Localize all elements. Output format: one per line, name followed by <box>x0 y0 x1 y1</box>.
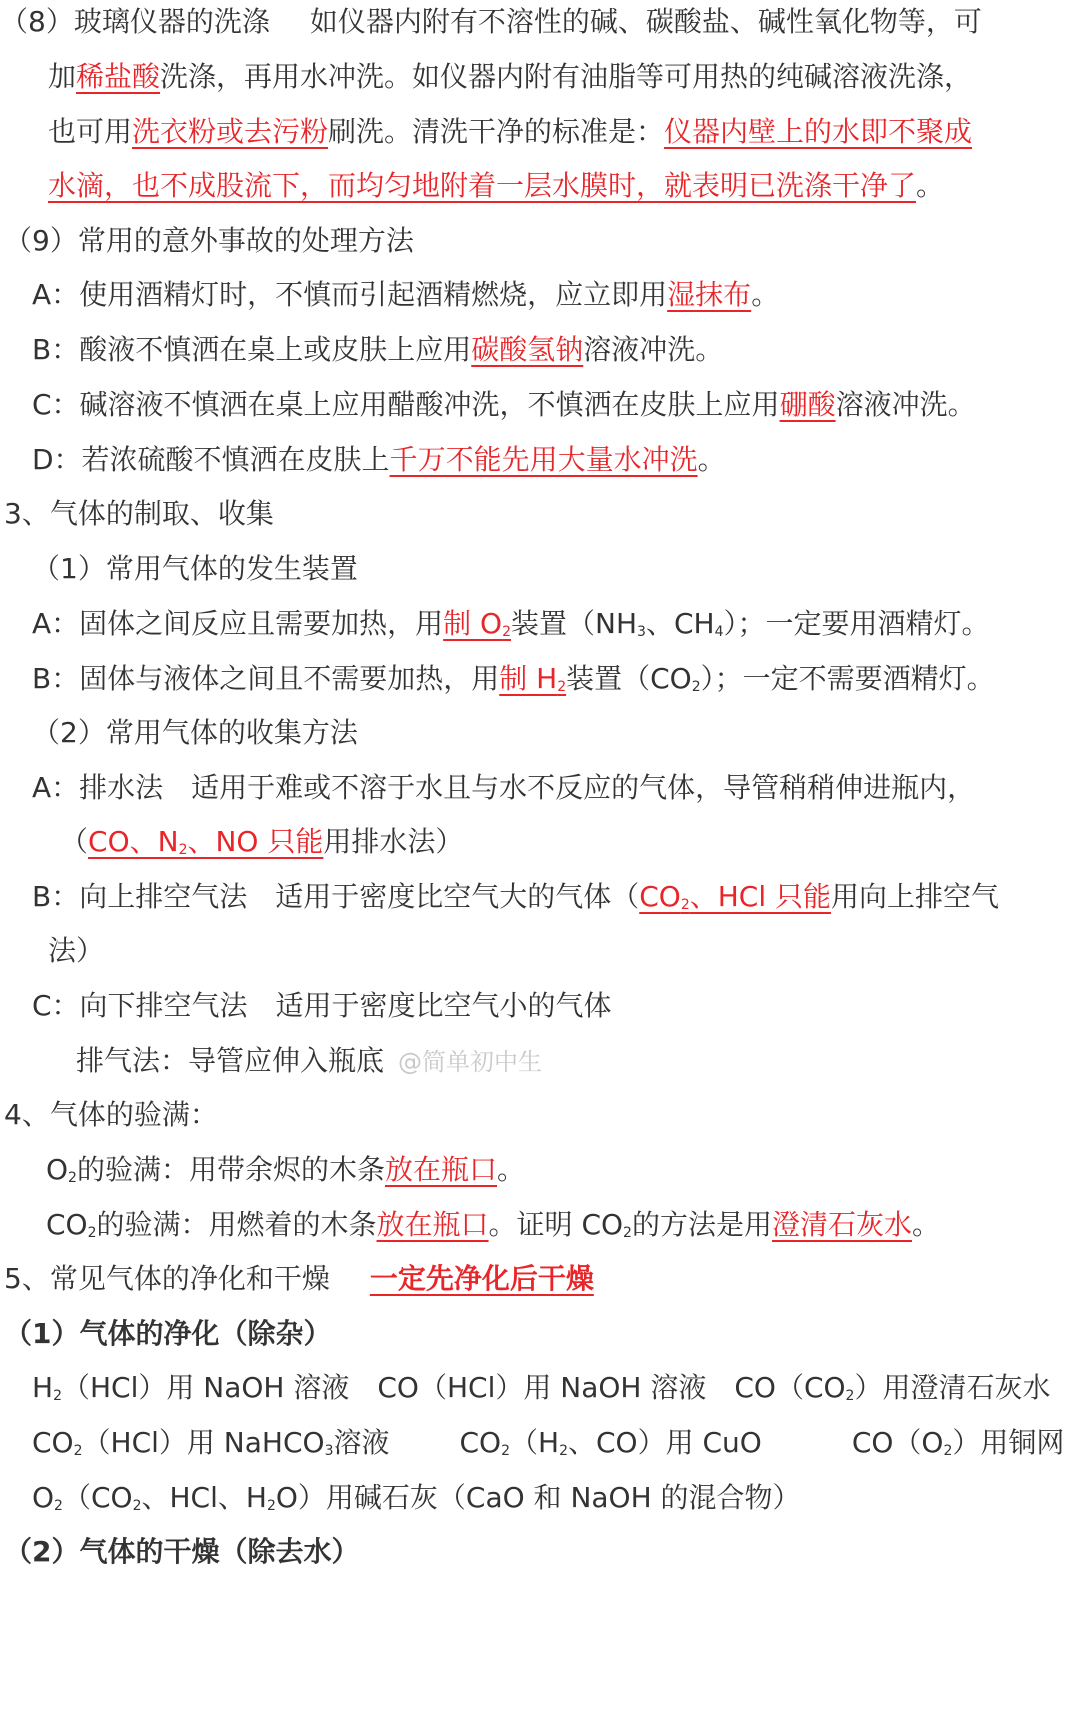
s8-line-3: 也可用洗衣粉或去污粉刷洗。清洗干净的标准是：仪器内壁上的水即不聚成 <box>48 115 973 148</box>
s3-gen-a: A：固体之间反应且需要加热，用制 $O_2$装置（$NH_3$、$CH_4$）；一定要用酒精灯。 <box>32 607 990 640</box>
s3-col-a-1: A：排水法 适用于难或不溶于水且与水不反应的气体，导管稍稍伸进瓶内， <box>32 771 976 804</box>
s3-col-c-2: 排气法：导管应伸入瓶底 @简单初中生 <box>76 1044 543 1077</box>
answer-h2-apparatus: 制 $H_2$ <box>499 662 567 695</box>
watermark: @简单初中生 <box>398 1048 543 1076</box>
answer-detergent: 洗衣粉或去污粉 <box>132 115 329 148</box>
s3-gen-b: B：固体与液体之间且不需要加热，用制 $H_2$装置$(CO_2)$；一定不需要酒精灯。 <box>32 662 995 695</box>
answer-no-water: 千万不能先用大量水冲洗 <box>389 443 698 476</box>
s9-item-a: A：使用酒精灯时，不慎而引起酒精燃烧，应立即用湿抹布。 <box>32 278 780 311</box>
answer-dilute-hcl: 稀盐酸 <box>76 60 161 93</box>
answer-o2-apparatus: 制 $O_2$ <box>443 607 512 640</box>
s4-co2: $CO_2$的验满：用燃着的木条放在瓶口。证明 $CO_2$的方法是用澄清石灰水。 <box>46 1208 941 1241</box>
s3-sub-2: （2）常用气体的收集方法 <box>32 716 358 749</box>
answer-upward-only: $CO_2$、HCl 只能 <box>639 880 832 913</box>
s3-col-a-2: （CO、$N_2$、NO 只能用排水法） <box>60 825 464 858</box>
s4-title: 4、气体的验满： <box>4 1098 218 1131</box>
s8-line-4: 水滴，也不成股流下，而均匀地附着一层水膜时，就表明已洗涤干净了。 <box>48 169 945 202</box>
answer-clean-standard-1: 仪器内壁上的水即不聚成 <box>664 115 973 148</box>
answer-clean-standard-2: 水滴，也不成股流下，而均匀地附着一层水膜时，就表明已洗涤干净了 <box>48 169 917 202</box>
s3-col-c-1: C：向下排空气法 适用于密度比空气小的气体 <box>32 989 612 1022</box>
s5-title: 5、常见气体的净化和干燥 一定先净化后干燥 <box>4 1262 594 1295</box>
s3-sub-1: （1）常用气体的发生装置 <box>32 552 358 585</box>
s5-sub-1: （1）气体的净化（除杂） <box>4 1317 332 1350</box>
s3-title: 3、气体的制取、收集 <box>4 497 274 530</box>
answer-boric-acid: 硼酸 <box>779 388 836 421</box>
s5-purify-row-1: $H_2(HCl)$用 NaOH 溶液 CO（HCl）用 NaOH 溶液 $CO(CO_2)$用澄清石灰水 <box>32 1371 1051 1404</box>
answer-purify-then-dry: 一定先净化后干燥 <box>369 1262 594 1295</box>
s4-o2: $O_2$的验满：用带余烬的木条放在瓶口。 <box>46 1153 526 1186</box>
s8-line-2: 加稀盐酸洗涤，再用水冲洗。如仪器内附有油脂等可用热的纯碱溶液洗涤， <box>48 60 973 93</box>
s9-item-d: D：若浓硫酸不慎洒在皮肤上千万不能先用大量水冲洗。 <box>32 443 726 476</box>
answer-bottle-mouth-co2: 放在瓶口 <box>376 1208 489 1241</box>
s9-item-c: C：碱溶液不慎洒在桌上应用醋酸冲洗，不慎洒在皮肤上应用硼酸溶液冲洗。 <box>32 388 976 421</box>
answer-wet-cloth: 湿抹布 <box>667 278 752 311</box>
s5-sub-2: （2）气体的干燥（除去水） <box>4 1535 360 1568</box>
answer-water-only: CO、$N_2$、NO 只能 <box>88 825 324 858</box>
s3-col-b-1: B：向上排空气法 适用于密度比空气大的气体（$CO_2$、HCl 只能用向上排空气 <box>32 880 1000 913</box>
s9-title: （9）常用的意外事故的处理方法 <box>4 224 414 257</box>
s5-purify-row-3: $O_2(CO_2$、HCl、$H_2O$）用碱石灰（CaO 和 NaOH 的混合物） <box>32 1481 801 1514</box>
s8-heading: （8）玻璃仪器的洗涤 <box>0 5 270 38</box>
s3-col-b-2: 法） <box>48 934 105 967</box>
answer-bottle-mouth-o2: 放在瓶口 <box>384 1153 497 1186</box>
answer-nahco3: 碳酸氢钠 <box>471 333 584 366</box>
answer-limewater: 澄清石灰水 <box>771 1208 912 1241</box>
s8-line-1: （8）玻璃仪器的洗涤 如仪器内附有不溶性的碱、碳酸盐、碱性氧化物等，可 <box>0 5 982 38</box>
s5-purify-row-2: $CO_2(HCl)$用 NaHCO$_3$溶液 $CO_2(H_2$、CO）用 CuO $CO(O_2)$用铜网 <box>32 1426 1065 1459</box>
s9-item-b: B：酸液不慎洒在桌上或皮肤上应用碳酸氢钠溶液冲洗。 <box>32 333 724 366</box>
